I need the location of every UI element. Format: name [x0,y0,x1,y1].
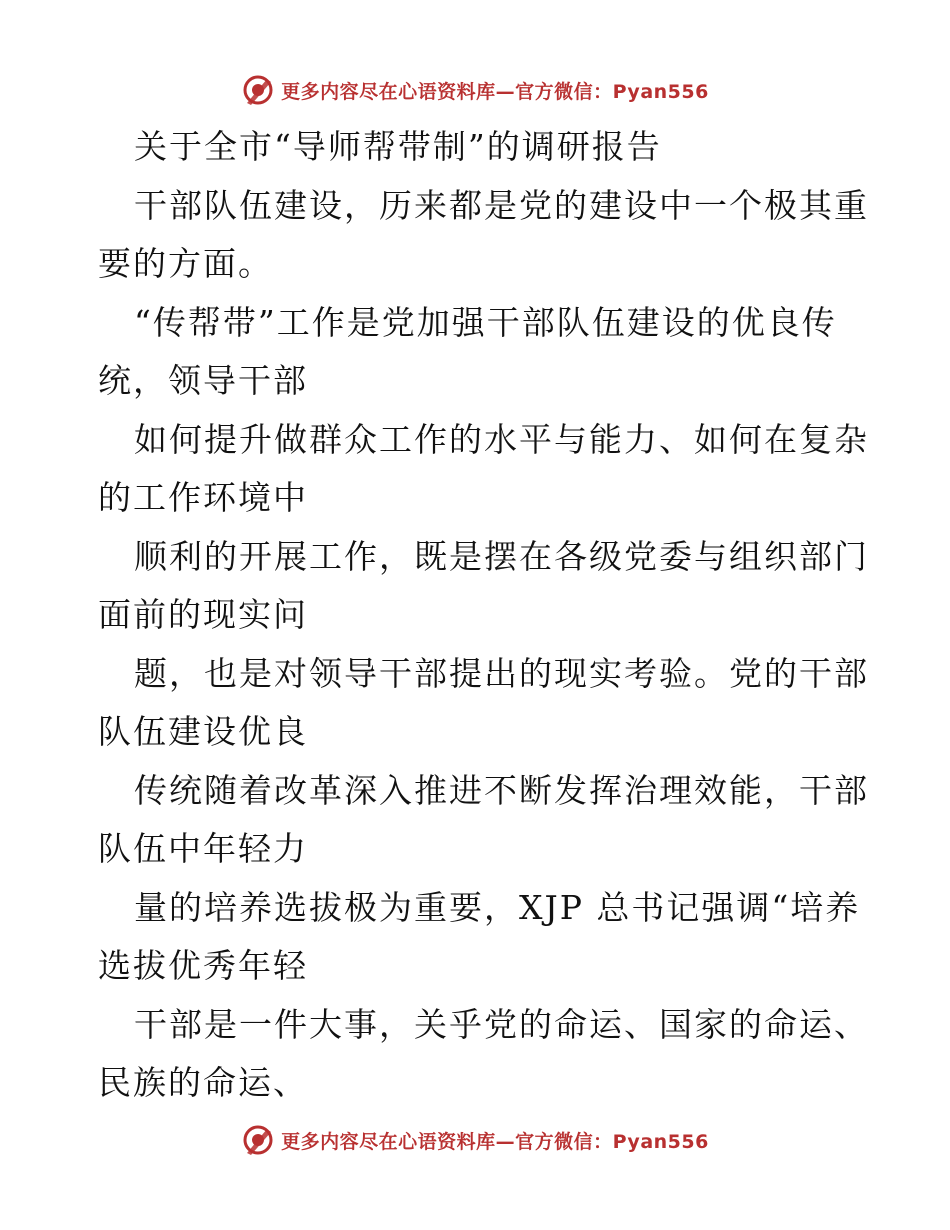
header-banner [0,70,950,110]
text-line: 队伍建设优良 [98,712,308,751]
banner-text: 更多内容尽在心语资料库—官方微信：Pyan556 [281,80,709,103]
text-line: 的工作环境中 [98,478,308,517]
document-body [98,118,869,1113]
text-line: “传帮带”工作是党加强干部队伍建设的优良传 [134,302,837,342]
text-line: 选拔优秀年轻 [98,946,308,985]
text-line: 量的培养选拔极为重要，XJP 总书记强调“培养 [134,887,861,927]
text-line: 顺利的开展工作，既是摆在各级党委与组织部门 [134,536,869,576]
text-line: 统，领导干部 [98,361,308,400]
text-line: 干部队伍建设，历来都是党的建设中一个极其重 [134,185,869,225]
text-line: 题，也是对领导干部提出的现实考验。党的干部 [134,653,869,693]
text-line: 传统随着改革深入推进不断发挥治理效能，干部 [134,770,869,810]
text-line: 面前的现实问 [98,595,308,634]
text-line: 要的方面。 [98,244,273,283]
text-line: 如何提升做群众工作的水平与能力、如何在复杂 [134,419,869,459]
text-line: 干部是一件大事，关乎党的命运、国家的命运、 [134,1004,869,1044]
footer-banner [0,1120,950,1160]
text-line: 关于全市“导师帮带制”的调研报告 [134,127,662,166]
text-line: 队伍中年轻力 [98,829,308,868]
pen-emblem-icon [241,1123,275,1157]
pen-emblem-icon [241,73,275,107]
text-line: 民族的命运、 [98,1063,308,1102]
banner-text: 更多内容尽在心语资料库—官方微信：Pyan556 [281,1130,709,1153]
